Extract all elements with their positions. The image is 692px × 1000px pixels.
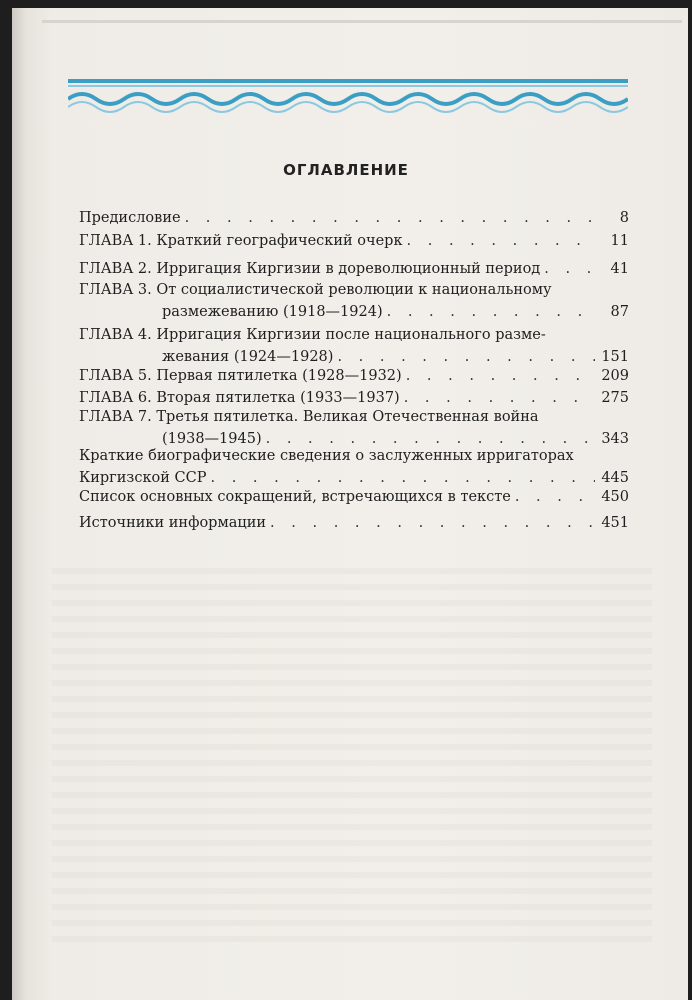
toc-page-number: 450 [601, 489, 629, 505]
toc-entry [79, 445, 629, 489]
toc-entry-title-line1: ГЛАВА 7. Третья пятилетка. Великая Отечественная война [79, 409, 539, 425]
wave-ornament-icon [68, 77, 628, 115]
leader-dots [540, 258, 595, 280]
toc-entry [79, 230, 629, 252]
toc-page-number: 8 [619, 210, 629, 226]
toc-entry-title: ГЛАВА 1. Краткий географический очерк [79, 233, 403, 249]
leader-dots [181, 207, 595, 229]
leader-dots [402, 365, 595, 387]
toc-entry-title: Список основных сокращений, встречающихся в тексте [79, 489, 511, 505]
toc-entry-title-line2: размежеванию (1918—1924) [162, 304, 383, 320]
toc-entry-title-line1: ГЛАВА 4. Ирригация Киргизии после национального разме- [79, 327, 546, 343]
toc-entry-title: Предисловие [79, 210, 181, 226]
toc-entry-title-line1: ГЛАВА 3. От социалистической революции к национальному [79, 282, 552, 298]
toc-entry [79, 279, 629, 323]
toc-entry-title-line2: жевания (1924—1928) [162, 349, 334, 365]
toc-page-number: 151 [601, 349, 629, 365]
toc-page-number: 275 [601, 390, 629, 406]
toc-entry-title-line2: (1938—1945) [162, 431, 262, 447]
toc-entry-title: ГЛАВА 6. Вторая пятилетка (1933—1937) [79, 390, 400, 406]
toc-page-number: 343 [601, 431, 629, 447]
toc-page-number: 209 [601, 368, 629, 384]
toc-page-number: 451 [601, 515, 629, 531]
leader-dots [383, 301, 595, 323]
toc-page-number: 87 [610, 304, 629, 320]
page-edge [42, 20, 682, 23]
toc-entry-title: Источники информации [79, 515, 267, 531]
toc-entry [79, 486, 629, 508]
leader-dots [511, 486, 595, 508]
leader-dots [266, 512, 595, 534]
toc-entry [79, 207, 629, 229]
page-title: ОГЛАВЛЕНИЕ [283, 161, 409, 179]
toc-entry [79, 324, 629, 368]
toc-page-number: 41 [610, 261, 629, 277]
toc-page-number: 11 [610, 233, 629, 249]
toc-page-number: 445 [601, 470, 629, 486]
toc-entry [79, 512, 629, 534]
toc-entry [79, 365, 629, 387]
toc-entry-title: ГЛАВА 5. Первая пятилетка (1928—1932) [79, 368, 402, 384]
leader-dots [403, 230, 595, 252]
toc-entry [79, 258, 629, 280]
toc-entry [79, 406, 629, 450]
toc-entry-title-line1: Краткие биографические сведения о заслуженных ирригаторах [79, 448, 574, 464]
bleed-through-texture [52, 568, 652, 948]
toc-entry-title: ГЛАВА 2. Ирригация Киргизии в дореволюционный период [79, 261, 541, 277]
toc-entry-title-line2: Киргизской ССР [79, 470, 207, 486]
